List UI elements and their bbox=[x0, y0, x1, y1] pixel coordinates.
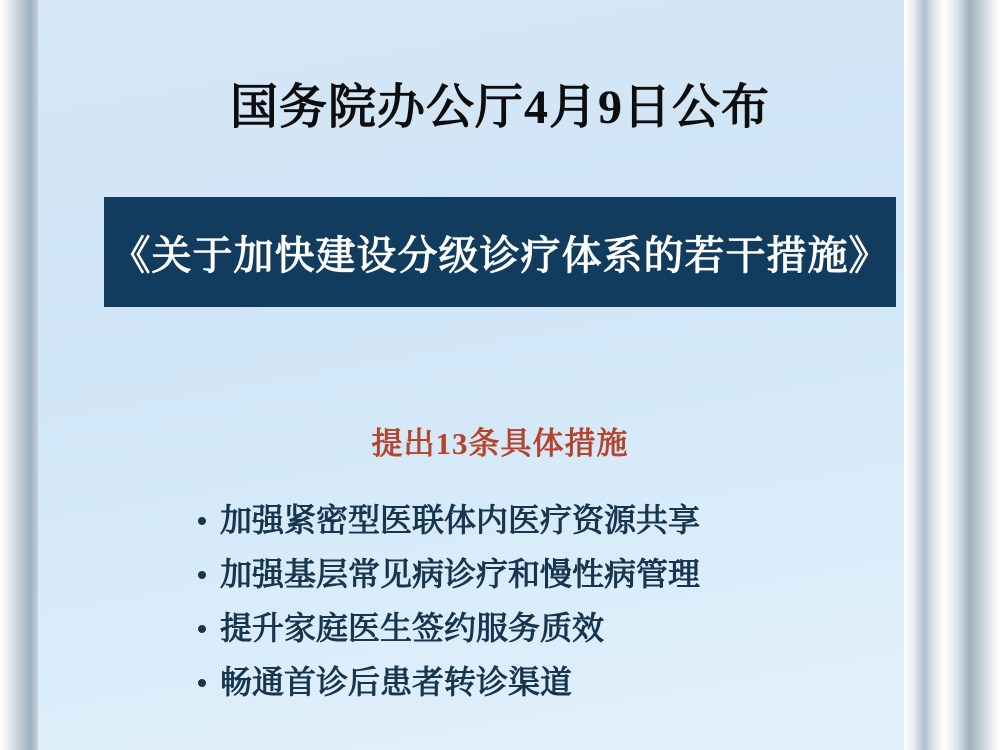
bullet-icon bbox=[198, 517, 206, 525]
poster-canvas bbox=[38, 0, 962, 750]
list-item-label: 畅通首诊后患者转诊渠道 bbox=[220, 664, 573, 700]
bullet-icon bbox=[198, 571, 206, 579]
document-title-text: 《关于加快建设分级诊疗体系的若干措施》 bbox=[110, 232, 890, 278]
bullet-icon bbox=[198, 679, 206, 687]
list-item bbox=[198, 554, 898, 594]
list-item bbox=[198, 662, 898, 702]
list-item-label: 提升家庭医生签约服务质效 bbox=[220, 610, 605, 646]
measures-list bbox=[198, 500, 898, 716]
measures-subheading: 提出13条具体措施 bbox=[371, 426, 629, 461]
bullet-icon bbox=[198, 625, 206, 633]
list-item-label: 加强紧密型医联体内医疗资源共享 bbox=[220, 502, 701, 538]
list-item bbox=[198, 608, 898, 648]
list-item-label: 加强基层常见病诊疗和慢性病管理 bbox=[220, 556, 701, 592]
list-item bbox=[198, 500, 898, 540]
document-title-banner bbox=[104, 197, 896, 307]
page-title: 国务院办公厅4月9日公布 bbox=[229, 81, 770, 134]
